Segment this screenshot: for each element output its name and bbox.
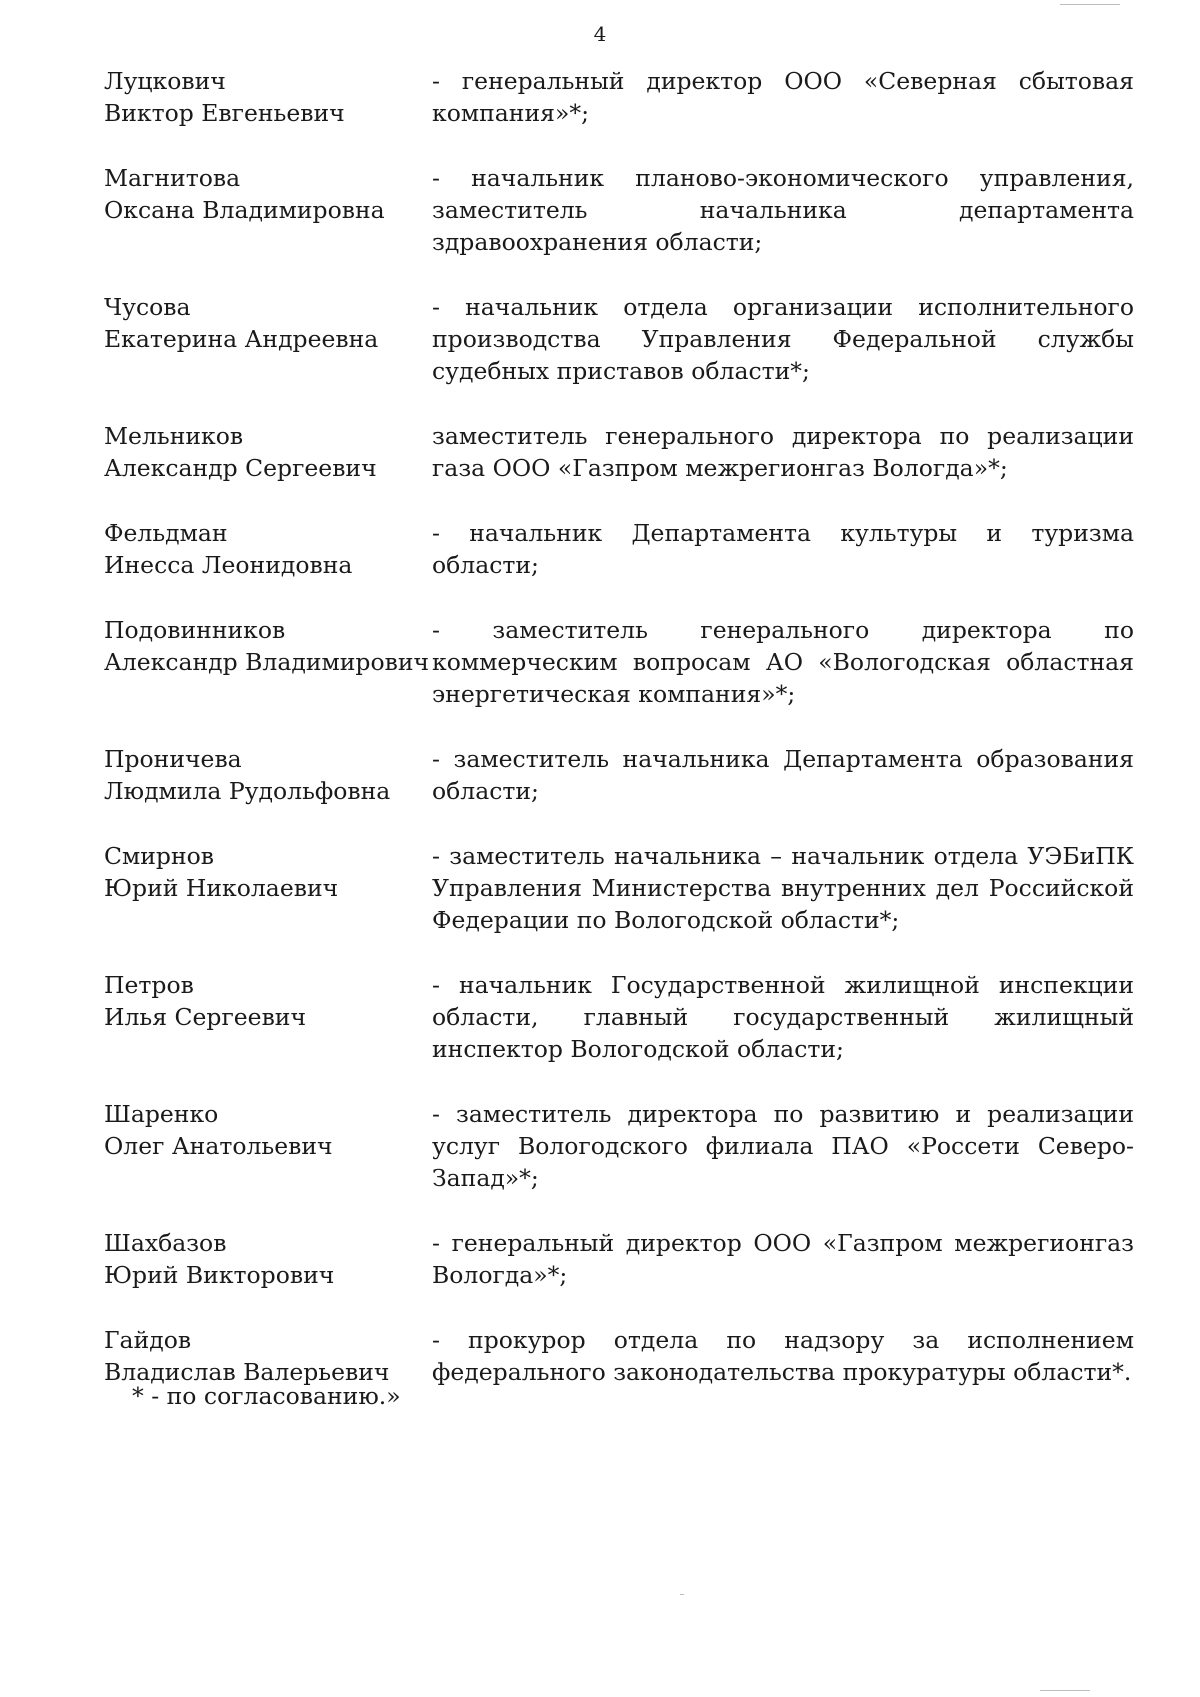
member-entry — [104, 162, 1134, 258]
member-given-name: Александр Владимирович — [104, 648, 430, 676]
member-name — [104, 743, 432, 807]
member-position: - заместитель начальника – начальник отдела УЭБиПК Управления Министерства внутренних дел Российской Федерации по Вологодской области*; — [432, 842, 1134, 934]
member-position: - генеральный директор ООО «Газпром межрегионгаз Вологда»*; — [432, 1229, 1134, 1289]
member-position: - начальник Государственной жилищной инспекции области, главный государственный жилищный инспектор Вологодской области; — [432, 971, 1134, 1063]
member-surname: Подовинников — [104, 616, 286, 644]
member-entry — [104, 1098, 1134, 1194]
member-entry — [104, 65, 1134, 129]
member-name — [104, 420, 432, 484]
member-given-name: Илья Сергеевич — [104, 1003, 306, 1031]
member-surname: Магнитова — [104, 164, 241, 192]
member-position: - начальник отдела организации исполнительного производства Управления Федеральной службы судебных приставов области*; — [432, 293, 1134, 385]
member-given-name: Оксана Владимировна — [104, 196, 385, 224]
member-surname: Фельдман — [104, 519, 228, 547]
member-name — [104, 162, 432, 226]
member-given-name: Людмила Рудольфовна — [104, 777, 391, 805]
member-given-name: Юрий Викторович — [104, 1261, 335, 1289]
scan-artifact — [1060, 4, 1120, 5]
member-entry — [104, 840, 1134, 936]
member-surname: Петров — [104, 971, 194, 999]
member-surname: Гайдов — [104, 1326, 192, 1354]
member-entry — [104, 1227, 1134, 1291]
member-given-name: Юрий Николаевич — [104, 874, 339, 902]
member-name — [104, 65, 432, 129]
member-position: заместитель генерального директора по реализации газа ООО «Газпром межрегионгаз Вологда»*; — [432, 422, 1134, 482]
member-given-name: Инесса Леонидовна — [104, 551, 353, 579]
member-entry — [104, 743, 1134, 807]
member-name — [104, 614, 432, 678]
member-name — [104, 1227, 432, 1291]
member-name — [104, 840, 432, 904]
member-position: - заместитель генерального директора по коммерческим вопросам АО «Вологодская областная энергетическая компания»*; — [432, 616, 1134, 708]
member-given-name: Владислав Валерьевич — [104, 1358, 390, 1386]
page-number: 4 — [593, 22, 607, 46]
member-name — [104, 969, 432, 1033]
member-entry — [104, 969, 1134, 1065]
member-surname: Мельников — [104, 422, 244, 450]
member-name — [104, 517, 432, 581]
member-given-name: Виктор Евгеньевич — [104, 99, 345, 127]
member-entry — [104, 517, 1134, 581]
member-surname: Проничева — [104, 745, 242, 773]
member-surname: Шаренко — [104, 1100, 219, 1128]
member-entry — [104, 291, 1134, 387]
member-name — [104, 1098, 432, 1162]
member-entry — [104, 420, 1134, 484]
member-position: - генеральный директор ООО «Северная сбытовая компания»*; — [432, 67, 1134, 127]
member-position: - начальник планово-экономического управления, заместитель начальника департамента здравоохранения области; — [432, 164, 1134, 256]
member-position: - заместитель начальника Департамента образования области; — [432, 745, 1134, 805]
member-entry — [104, 1324, 1134, 1388]
member-position: - прокурор отдела по надзору за исполнением федерального законодательства прокуратуры области*. — [432, 1326, 1134, 1386]
member-name — [104, 291, 432, 355]
member-given-name: Александр Сергеевич — [104, 454, 377, 482]
member-name — [104, 1324, 432, 1388]
member-position: - заместитель директора по развитию и реализации услуг Вологодского филиала ПАО «Россети Северо-Запад»*; — [432, 1100, 1134, 1192]
scan-artifact — [1040, 1690, 1090, 1691]
member-position: - начальник Департамента культуры и туризма области; — [432, 519, 1134, 579]
member-surname: Чусова — [104, 293, 191, 321]
member-given-name: Олег Анатольевич — [104, 1132, 333, 1160]
member-surname: Смирнов — [104, 842, 215, 870]
member-surname: Шахбазов — [104, 1229, 227, 1257]
member-entry — [104, 614, 1134, 710]
footnote: * - по согласованию.» — [132, 1382, 401, 1410]
member-surname: Луцкович — [104, 67, 226, 95]
member-given-name: Екатерина Андреевна — [104, 325, 379, 353]
scan-artifact — [680, 1594, 684, 1595]
member-list — [104, 65, 1134, 1421]
